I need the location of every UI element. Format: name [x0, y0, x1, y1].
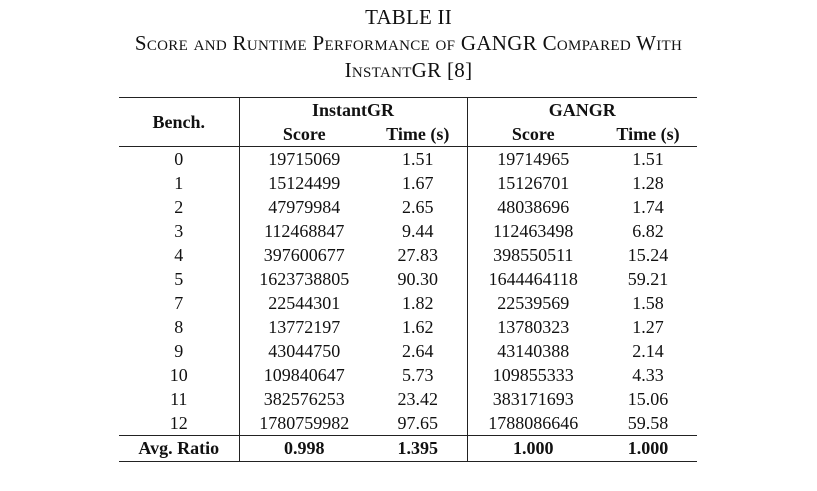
instantgr-score-cell: 397600677 — [263, 245, 345, 265]
instantgr-time-cell: 2.65 — [369, 195, 467, 219]
gangr-score-cell: 15126701 — [497, 173, 570, 193]
gangr-score-cell: 13780323 — [497, 317, 570, 337]
gangr-score-cell: 112463498 — [493, 221, 574, 241]
bench-header: Bench. — [119, 98, 239, 147]
gangr-time-cell: 1.28 — [632, 173, 664, 193]
gangr-time-header: Time (s) — [599, 122, 697, 147]
avg-ratio-instantgr-score: 0.998 — [239, 436, 369, 462]
results-table — [119, 97, 697, 462]
bench-cell: 3 — [119, 219, 239, 243]
instantgr-score-cell: 382576253 — [263, 389, 345, 409]
avg-ratio-instantgr-time: 1.395 — [369, 436, 467, 462]
table-row — [119, 147, 697, 172]
gangr-score-cell: 1644464118 — [488, 269, 578, 289]
table-row — [119, 363, 697, 387]
gangr-score-cell: 398550511 — [493, 245, 574, 265]
gangr-group-header: GANGR — [467, 98, 697, 123]
instantgr-score-cell: 1780759982 — [259, 413, 350, 433]
gangr-score-cell: 48038696 — [497, 197, 570, 217]
instantgr-time-header: Time (s) — [369, 122, 467, 147]
instantgr-score-cell: 1623738805 — [259, 269, 350, 289]
gangr-time-cell: 6.82 — [632, 221, 664, 241]
table-footer — [119, 436, 697, 462]
instantgr-time-cell: 90.30 — [369, 267, 467, 291]
instantgr-score-cell: 22544301 — [268, 293, 341, 313]
instantgr-time-cell: 5.73 — [369, 363, 467, 387]
table-body — [119, 147, 697, 436]
gangr-time-cell: 4.33 — [632, 365, 664, 385]
instantgr-time-cell: 23.42 — [369, 387, 467, 411]
gangr-score-cell: 383171693 — [492, 389, 574, 409]
table-row — [119, 195, 697, 219]
gangr-score-header: Score — [467, 122, 599, 147]
table-row — [119, 411, 697, 436]
bench-cell: 11 — [119, 387, 239, 411]
instantgr-score-cell: 109840647 — [263, 365, 345, 385]
instantgr-time-cell: 97.65 — [369, 411, 467, 436]
avg-ratio-label: Avg. Ratio — [119, 436, 239, 462]
instantgr-score-cell: 112468847 — [264, 221, 345, 241]
table-title-line-2: InstantGR [8] — [344, 58, 473, 82]
table-title-line-1: Score and Runtime Performance of GANGR Compared With — [134, 31, 683, 55]
table-row — [119, 267, 697, 291]
table-row — [119, 243, 697, 267]
instantgr-time-cell: 2.64 — [369, 339, 467, 363]
avg-ratio-gangr-time: 1.000 — [599, 436, 697, 462]
gangr-time-cell: 2.14 — [632, 341, 664, 361]
gangr-time-cell: 15.24 — [627, 245, 669, 265]
bench-cell: 8 — [119, 315, 239, 339]
bench-cell: 2 — [119, 195, 239, 219]
instantgr-time-cell: 1.82 — [369, 291, 467, 315]
gangr-time-cell: 15.06 — [627, 389, 669, 409]
table-row — [119, 387, 697, 411]
gangr-time-cell: 1.27 — [632, 317, 664, 337]
table-row — [119, 171, 697, 195]
gangr-score-cell: 19714965 — [497, 149, 570, 169]
instantgr-time-cell: 1.62 — [369, 315, 467, 339]
bench-cell: 7 — [119, 291, 239, 315]
avg-ratio-row — [119, 436, 697, 462]
instantgr-time-cell: 9.44 — [369, 219, 467, 243]
table-row — [119, 291, 697, 315]
table-row — [119, 339, 697, 363]
instantgr-time-cell: 1.51 — [369, 147, 467, 172]
bench-cell: 9 — [119, 339, 239, 363]
gangr-score-cell: 1788086646 — [488, 413, 579, 433]
instantgr-score-cell: 13772197 — [268, 317, 341, 337]
gangr-time-cell: 1.74 — [632, 197, 664, 217]
table-number: TABLE II — [365, 5, 452, 29]
gangr-time-cell: 1.51 — [632, 149, 664, 169]
instantgr-time-cell: 1.67 — [369, 171, 467, 195]
table-row — [119, 315, 697, 339]
gangr-score-cell: 109855333 — [492, 365, 574, 385]
bench-cell: 0 — [119, 147, 239, 172]
gangr-time-cell: 59.58 — [627, 413, 669, 433]
instantgr-group-header: InstantGR — [239, 98, 467, 123]
instantgr-score-cell: 47979984 — [268, 197, 341, 217]
instantgr-score-cell: 19715069 — [268, 149, 341, 169]
avg-ratio-gangr-score: 1.000 — [467, 436, 599, 462]
header-group-row — [119, 98, 697, 123]
gangr-score-cell: 22539569 — [497, 293, 570, 313]
table-caption — [0, 4, 817, 84]
table-title — [0, 30, 817, 84]
bench-cell: 10 — [119, 363, 239, 387]
instantgr-score-header: Score — [239, 122, 369, 147]
instantgr-score-cell: 43044750 — [268, 341, 341, 361]
bench-cell: 4 — [119, 243, 239, 267]
bench-cell: 5 — [119, 267, 239, 291]
table-header — [119, 98, 697, 147]
gangr-time-cell: 1.58 — [632, 293, 664, 313]
table-row — [119, 219, 697, 243]
gangr-time-cell: 59.21 — [627, 269, 669, 289]
bench-cell: 1 — [119, 171, 239, 195]
instantgr-score-cell: 15124499 — [268, 173, 341, 193]
gangr-score-cell: 43140388 — [497, 341, 570, 361]
bench-cell: 12 — [119, 411, 239, 436]
instantgr-time-cell: 27.83 — [369, 243, 467, 267]
